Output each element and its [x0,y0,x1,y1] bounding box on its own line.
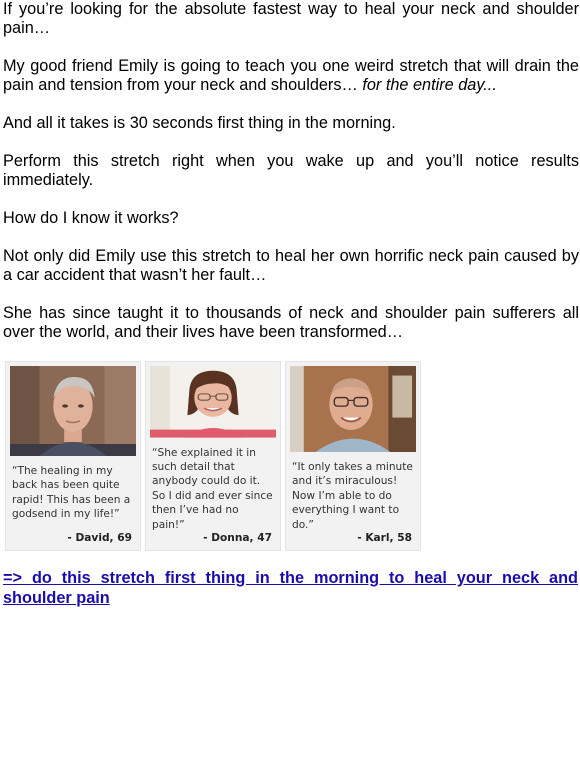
donna-quote: “She explained it in such detail that anybody could do it. So I did and ever since then I’ve had no pain!” [152,446,273,531]
karl-signature: - Karl, 58 [357,532,412,544]
results-paragraph: She has since taught it to thousands of neck and shoulder pain sufferers all over the world, and their lives have been transformed… [3,304,579,341]
david-quote: “The healing in my back has been quite rapid! This has been a godsend in my life!” [12,465,131,521]
testimonials-image [5,361,421,551]
intro-paragraph: If you’re looking for the absolute fastest way to heal your neck and shoulder pain… [3,0,579,37]
testimonial-card-karl [285,361,421,551]
testimonial-card-donna [145,361,281,551]
emily-paragraph [3,57,579,95]
duration-paragraph: And all it takes is 30 seconds first thing in the morning. [3,114,396,132]
karl-quote: “It only takes a minute and it’s miraculous! Now I’m able to do everything I want to do.” [292,460,413,531]
david-photo [10,366,136,456]
testimonial-card-david [5,361,141,551]
instruction-paragraph: Perform this stretch right when you wake up and you’ll notice results immediately. [3,152,579,189]
stretch-cta-link[interactable]: => do this stretch first thing in the morning to heal your neck and shoulder pain [3,569,578,607]
karl-photo [290,366,416,452]
question-paragraph: How do I know it works? [3,209,179,227]
donna-photo [150,366,276,438]
emily-paragraph-text: My good friend Emily is going to teach you one weird stretch that will drain the pain and tension from your neck and shoulders… [3,57,579,94]
donna-signature: - Donna, 47 [203,532,272,544]
david-signature: - David, 69 [67,532,132,544]
story-paragraph: Not only did Emily use this stretch to heal her own horrific neck pain caused by a car accident that wasn’t her fault… [3,247,579,284]
emily-paragraph-emphasis: for the entire day... [362,76,497,94]
